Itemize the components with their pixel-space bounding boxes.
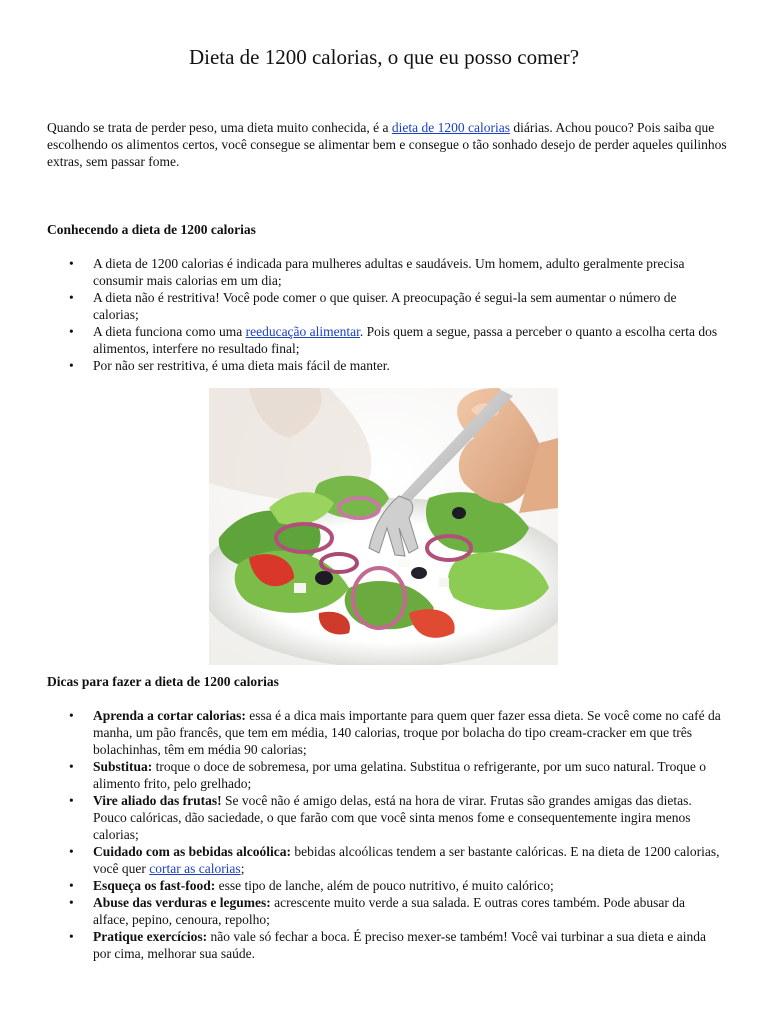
bullet-icon: • <box>69 290 74 305</box>
list-item <box>47 877 722 894</box>
bullet-icon: • <box>69 358 74 373</box>
list-item-text-after: . Pois quem a segue, passa a perceber o quanto a escolha certa dos alimentos, interfere no resultado final; <box>93 324 718 356</box>
reeducacao-alimentar-link[interactable]: reeducação alimentar <box>245 324 360 339</box>
list-item <box>47 255 722 289</box>
bullet-icon: • <box>69 793 74 808</box>
bullet-icon: • <box>69 929 74 944</box>
list-item-bold: Aprenda a cortar calorias: <box>93 708 246 723</box>
list-item <box>47 323 722 357</box>
list-item-bold: Abuse das verduras e legumes: <box>93 895 271 910</box>
bullet-icon: • <box>69 708 74 723</box>
list-item-bold: Esqueça os fast-food: <box>93 878 216 893</box>
bullet-icon: • <box>69 844 74 859</box>
list-item-bold: Pratique exercícios: <box>93 929 208 944</box>
list-item <box>47 894 722 928</box>
bullet-icon: • <box>69 895 74 910</box>
list-item <box>47 289 722 323</box>
section-heading-dicas: Dicas para fazer a dieta de 1200 calorias <box>47 674 279 689</box>
cortar-calorias-link[interactable]: cortar as calorias <box>149 861 241 876</box>
list-item-text: esse tipo de lanche, além de pouco nutritivo, é muito calórico; <box>215 878 554 893</box>
list-item-text: não vale só fechar a boca. É preciso mexer-se também! Você vai turbinar a sua dieta e ainda por cima, melhorar sua saúde. <box>93 929 706 961</box>
section-heading-conhecendo: Conhecendo a dieta de 1200 calorias <box>47 222 256 237</box>
list-item-text-after: ; <box>240 861 245 876</box>
list-item-text-before: A dieta funciona como uma <box>93 324 246 339</box>
salad-photo <box>209 388 558 665</box>
list-item-text: bebidas alcoólicas tendem a ser bastante calóricas. E na dieta de 1200 calorias, você quer <box>93 844 720 876</box>
intro-paragraph <box>47 119 737 170</box>
list-item-bold: Vire aliado das frutas! <box>93 793 222 808</box>
list-item-text: A dieta de 1200 calorias é indicada para mulheres adultas e saudáveis. Um homem, adulto geralmente precisa consumir mais calorias em um dia; <box>93 256 685 288</box>
list-item <box>47 843 722 877</box>
list-item <box>47 928 722 962</box>
page-title: Dieta de 1200 calorias, o que eu posso comer? <box>188 45 580 69</box>
list-item-text: Se você não é amigo delas, está na hora de virar. Frutas são grandes amigas das dietas. Pouco calóricas, dão saciedade, o que farão com que você sinta menos fome e consequentemente ingira menos calorias; <box>93 793 692 842</box>
bullet-list-dicas <box>47 707 722 962</box>
intro-text-after: diárias. Achou pouco? Pois saiba que escolhendo os alimentos certos, você consegue se alimentar bem e consegue o tão sonhado desejo de perder aqueles quilinhos extras, sem passar fome. <box>47 120 727 169</box>
bullet-list-conhecendo <box>47 255 722 374</box>
list-item <box>47 707 722 758</box>
list-item-text: essa é a dica mais importante para quem quer fazer essa dieta. Se você come no café da manha, um pão francês, que tem em média, 140 calorias, troque por bolacha do tipo cream-cracker em que três bolachinhas, têm em média 90 calorias; <box>93 708 721 757</box>
list-item <box>47 357 722 374</box>
list-item-bold: Cuidado com as bebidas alcoólica: <box>93 844 292 859</box>
bullet-icon: • <box>69 324 74 339</box>
bullet-icon: • <box>69 256 74 271</box>
list-item-text: acrescente muito verde a sua salada. E outras cores também. Pode abusar da alface, pepino, cenoura, repolho; <box>93 895 685 927</box>
list-item-text: troque o doce de sobremesa, por uma gelatina. Substitua o refrigerante, por um suco natural. Troque o alimento frito, pelo grelhado; <box>93 759 707 791</box>
list-item-bold: Substitua: <box>93 759 153 774</box>
intro-text-before: Quando se trata de perder peso, uma dieta muito conhecida, é a <box>47 120 392 135</box>
list-item-text: A dieta não é restritiva! Você pode comer o que quiser. A preocupação é segui-la sem aumentar o número de calorias; <box>93 290 677 322</box>
list-item <box>47 758 722 792</box>
list-item-text: Por não ser restritiva, é uma dieta mais fácil de manter. <box>93 358 390 373</box>
salad-image <box>209 388 558 665</box>
list-item <box>47 792 722 843</box>
diet-1200-link[interactable]: dieta de 1200 calorias <box>391 120 510 135</box>
bullet-icon: • <box>69 878 74 893</box>
bullet-icon: • <box>69 759 74 774</box>
